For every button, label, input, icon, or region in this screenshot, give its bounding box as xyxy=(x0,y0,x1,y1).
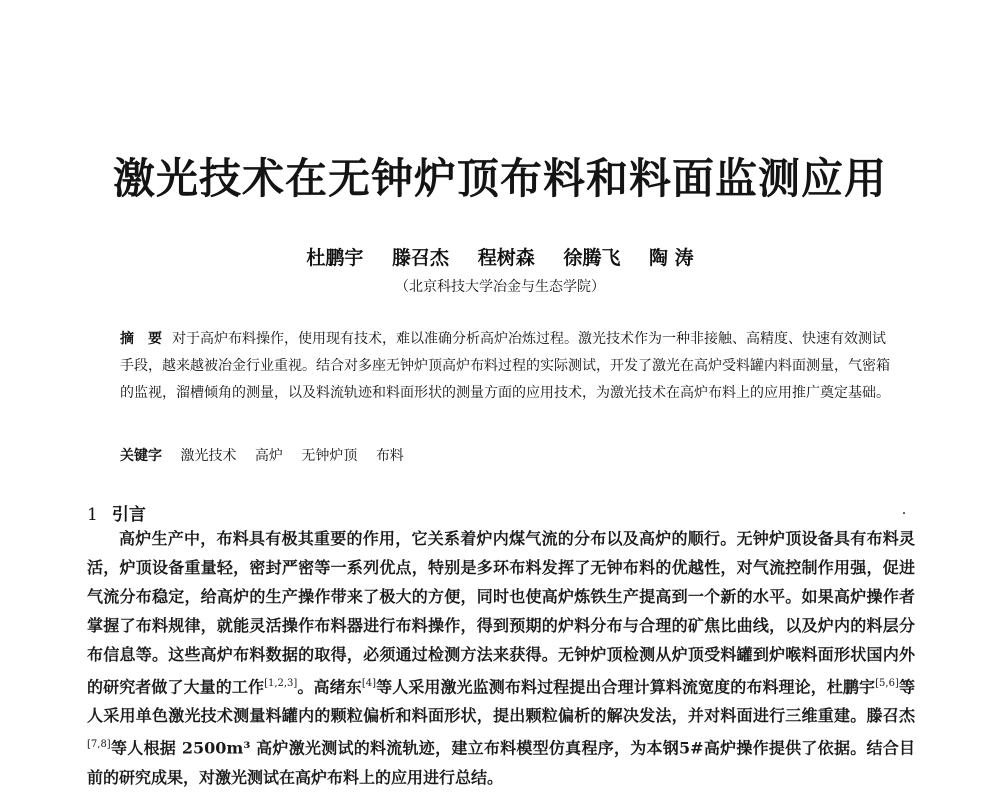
citation-2: [4] xyxy=(361,678,376,689)
body-text-2: 。高绪东 xyxy=(297,677,362,697)
scan-speck xyxy=(903,512,905,514)
body-text-3: 等人采用激光监测布料过程提出合理计算料流宽度的布料理论，杜鹏宇 xyxy=(376,677,876,697)
author-1: 杜鹏宇 xyxy=(306,247,364,269)
author-4: 徐腾飞 xyxy=(563,247,621,269)
abstract-label: 摘 要 xyxy=(120,331,162,347)
citation-3: [5,6] xyxy=(875,678,899,689)
citation-4: [7,8] xyxy=(87,739,111,751)
body-text-5: 等人根据 2500m³ 高炉激光测试的料流轨迹，建立布料模型仿真程序，为本钢5#高炉操作提供了依据。结合目前的研究成果，对激光测试在高炉布料上的应用进行总结。 xyxy=(87,738,915,787)
keyword-3: 无钟炉顶 xyxy=(301,448,358,464)
keyword-2: 高炉 xyxy=(254,448,283,464)
keyword-4: 布料 xyxy=(375,448,404,464)
author-5: 陶 涛 xyxy=(648,247,694,269)
body-paragraph xyxy=(87,524,915,792)
keywords xyxy=(120,445,890,465)
body-text-1: 高炉生产中，布料具有极其重要的作用，它关系着炉内煤气流的分布以及高炉的顺行。无钟炉顶设备具有布料灵活，炉顶设备重量轻，密封严密等一系列优点，特别是多环布料发挥了无钟布料的优越性，对气流控制作用强，促进气流分布稳定，给高炉的生产操作带来了极大的方便，同时也使高炉炼铁生产提高到一个新的水平。如果高炉操作者掌握了布料规律，就能灵活操作布料器进行布料操作，得到预期的炉料分布与合理的矿焦比曲线，以及炉内的料层分布信息等。这些高炉布料数据的取得，必须通过检测方法来获得。无钟炉顶检测从炉顶受料罐到炉喉料面形状国内外的研究者做了大量的工作 xyxy=(87,529,915,697)
keywords-label: 关键字 xyxy=(120,448,162,464)
paper-title: 激光技术在无钟炉顶布料和料面监测应用 xyxy=(112,154,887,203)
section-heading xyxy=(87,500,146,525)
author-2: 滕召杰 xyxy=(392,247,450,269)
section-title: 引言 xyxy=(111,505,146,525)
citation-1: [1,2,3] xyxy=(264,678,298,689)
abstract-text: 对于高炉布料操作，使用现有技术，难以准确分析高炉冶炼过程。激光技术作为一种非接触、高精度、快速有效测试手段，越来越被冶金行业重视。结合对多座无钟炉顶高炉布料过程的实际测试，开发了激光在高炉受料罐内料面测量，气密箱的监视，溜槽倾角的测量，以及料流轨迹和料面形状的测量方面的应用技术，为激光技术在高炉布料上的应用推广奠定基础。 xyxy=(120,331,890,401)
section-number: 1 xyxy=(87,505,98,525)
affiliation: （北京科技大学冶金与生态学院） xyxy=(395,279,605,295)
keyword-1: 激光技术 xyxy=(180,448,237,464)
author-3: 程树森 xyxy=(477,247,535,269)
author-list xyxy=(0,243,1000,270)
abstract xyxy=(120,326,890,407)
body-text-4: 等人采用单色激光技术测量料罐内的颗粒偏析和料面形状，提出颗粒偏析的解决发法，并对料面进行三维重建。滕召杰 xyxy=(87,677,915,726)
